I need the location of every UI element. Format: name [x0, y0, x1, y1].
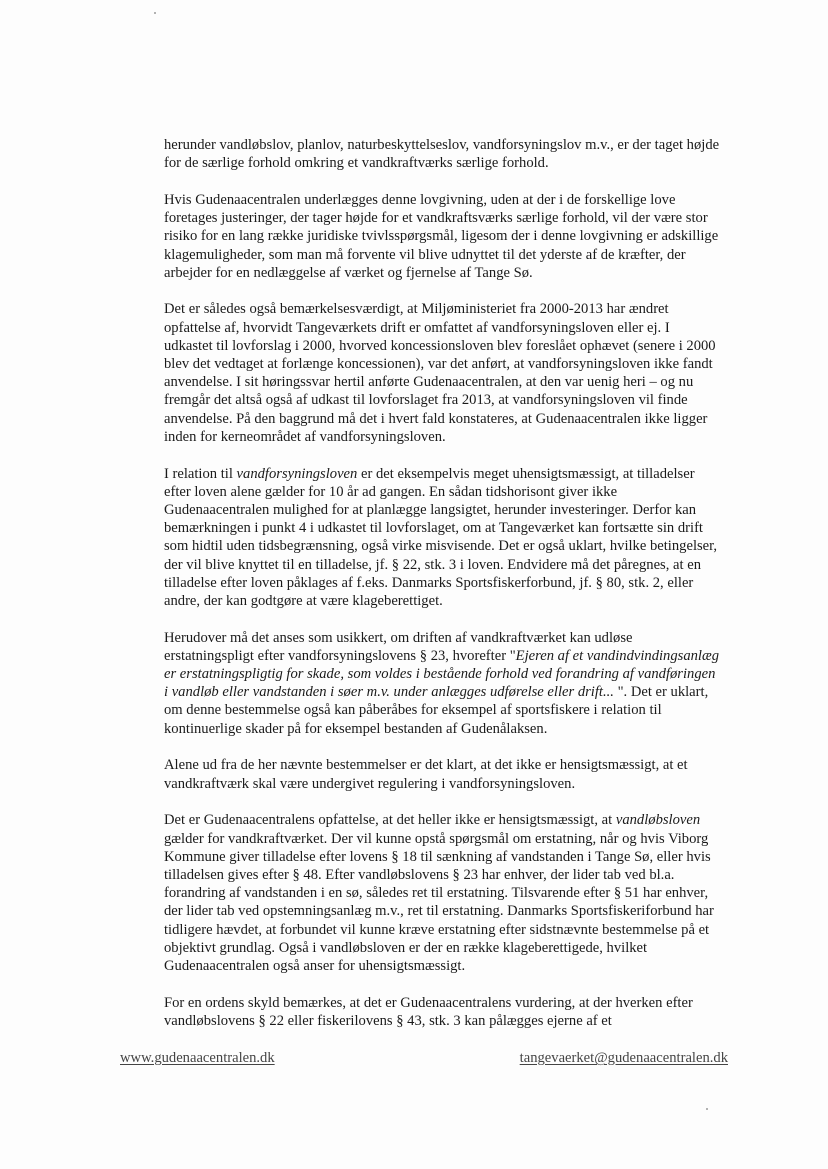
paragraph-text: I relation til: [164, 465, 237, 482]
paragraph-text: Alene ud fra de her nævnte bestemmelser er det klart, at det ikke er hensigtsmæssigt, at et vandkraftværk skal være undergivet regulering i vandforsyningsloven.: [164, 757, 688, 792]
document-body: [164, 136, 720, 1049]
italic-text: vandforsyningsloven: [236, 465, 358, 482]
paragraph-text: For en ordens skyld bemærkes, at det er Gudenaacentralens vurdering, at der hverken efter vandløbslovens § 22 eller fiskerilovens § 43, stk. 3 kan pålægges ejerne af et: [164, 994, 693, 1029]
email-link[interactable]: tangevaerket@gudenaacentralen.dk: [519, 1050, 728, 1066]
paragraph: [164, 629, 720, 738]
paragraph-text: gælder for vandkraftværket. Der vil kunne opstå spørgsmål om erstatning, når og hvis Viborg Kommune giver tilladelse efter lovens § 18 til sænkning af vandstanden i Tange Sø, eller hvis tilladelsen gives efter § 48. Efter vandløbslovens § 23 har enhver, der lider tab ved bl.a. forandring af vandstanden i en sø, således ret til erstatning. Tilsvarende efter § 51 har enhver, der lider tab ved opstemningsanlæg m.v., ret til erstatning. Danmarks Sportsfiskeriforbund har tidligere hævdet, at forbundet vil kunne kræve erstatning efter sidstnævnte bestemmelse på et objektivt grundlag. Også i vandløbsloven er der en række klageberettigede, hvilket Gudenaacentralen også anser for uhensigtsmæssigt.: [164, 830, 714, 974]
paragraph-text: Det er således også bemærkelsesværdigt, at Miljøministeriet fra 2000-2013 har ændret opfattelse af, hvorvidt Tangeværkets drift er omfattet af vandforsyningsloven eller ej. I udkastet til lovforslag i 2000, hvorved koncessionsloven blev foreslået ophævet (senere i 2000 blev det vedtaget at forlænge koncessionen), var det anført, at vandforsyningsloven ikke fandt anvendelse. I sit høringssvar hertil anførte Gudenaacentralen, at den var uenig heri – og nu fremgår det altså også af udkast til lovforslaget fra 2013, at vandforsyningsloven vil finde anvendelse. På den baggrund må det i hvert fald konstateres, at Gudenaacentralen ikke ligger inden for kerneområdet af vandforsyningsloven.: [164, 301, 716, 445]
paragraph: [164, 191, 720, 282]
paragraph: [164, 300, 720, 446]
paragraph: [164, 136, 720, 172]
italic-text: Ejeren af et vandindvindingsanlæg er erstatningspligtig for skade, som voldes i bestående forhold ved forandring af vandføringen i vandløb eller vandstanden i søer m.v. under anlægges udførelse eller drift...: [164, 647, 720, 701]
paragraph: [164, 465, 720, 611]
paragraph: [164, 811, 720, 975]
paragraph-text: Hvis Gudenaacentralen underlægges denne lovgivning, uden at der i de forskellige love foretages justeringer, der tager højde for et vandkraftsværks særlige forhold, vil der være stor risiko for en lang række juridiske tvivlsspørgsmål, ligesom der i denne lovgivning er adskillige klagemuligheder, som man må forvente vil blive udnyttet til det yderste af de kræfter, der arbejder for en nedlæggelse af værket og fjernelse af Tange Sø.: [164, 191, 719, 281]
paragraph-text: ". Det er uklart, om denne bestemmelse også kan påberåbes for eksempel af sportsfiskere i relation til kontinuerlige skader på for eksempel bestanden af Gudenålaksen.: [164, 684, 709, 737]
paragraph: [164, 756, 720, 792]
paragraph: [164, 994, 720, 1030]
paragraph-text: Herudover må det anses som usikkert, om driften af vandkraftværket kan udløse erstatningspligt efter vandforsyningslovens § 23, hvorefter ": [164, 629, 633, 664]
scan-speck: [706, 1108, 708, 1110]
website-link[interactable]: www.gudenaacentralen.dk: [120, 1050, 275, 1066]
paragraph-text: er det eksempelvis meget uhensigtsmæssigt, at tilladelser efter loven alene gælder for 10 år ad gangen. En sådan tidshorisont giver ikke Gudenaacentralen mulighed for at planlægge langsigtet, herunder investeringer. Derfor kan bemærkningen i punkt 4 i udkastet til lovforslaget, om at Tangeværket kan fortsætte sin drift som hidtil uden tidsbegrænsning, også virke misvisende. Det er også uklart, hvilke betingelser, der vil blive knyttet til en tilladelse, jf. § 22, stk. 3 i loven. Endvidere må det påregnes, at en tilladelse efter loven påklages af f.eks. Danmarks Sportsfiskerforbund, jf. § 80, stk. 2, eller andre, der kan godtgøre at være klageberettiget.: [164, 465, 718, 609]
paragraph-text: Det er Gudenaacentralens opfattelse, at det heller ikke er hensigtsmæssigt, at: [164, 812, 616, 829]
scan-speck: [154, 12, 156, 14]
italic-text: vandløbsloven: [615, 812, 701, 829]
paragraph-text: herunder vandløbslov, planlov, naturbeskyttelseslov, vandforsyningslov m.v., er der taget højde for de særlige forhold omkring et vandkraftværks særlige forhold.: [164, 137, 720, 172]
